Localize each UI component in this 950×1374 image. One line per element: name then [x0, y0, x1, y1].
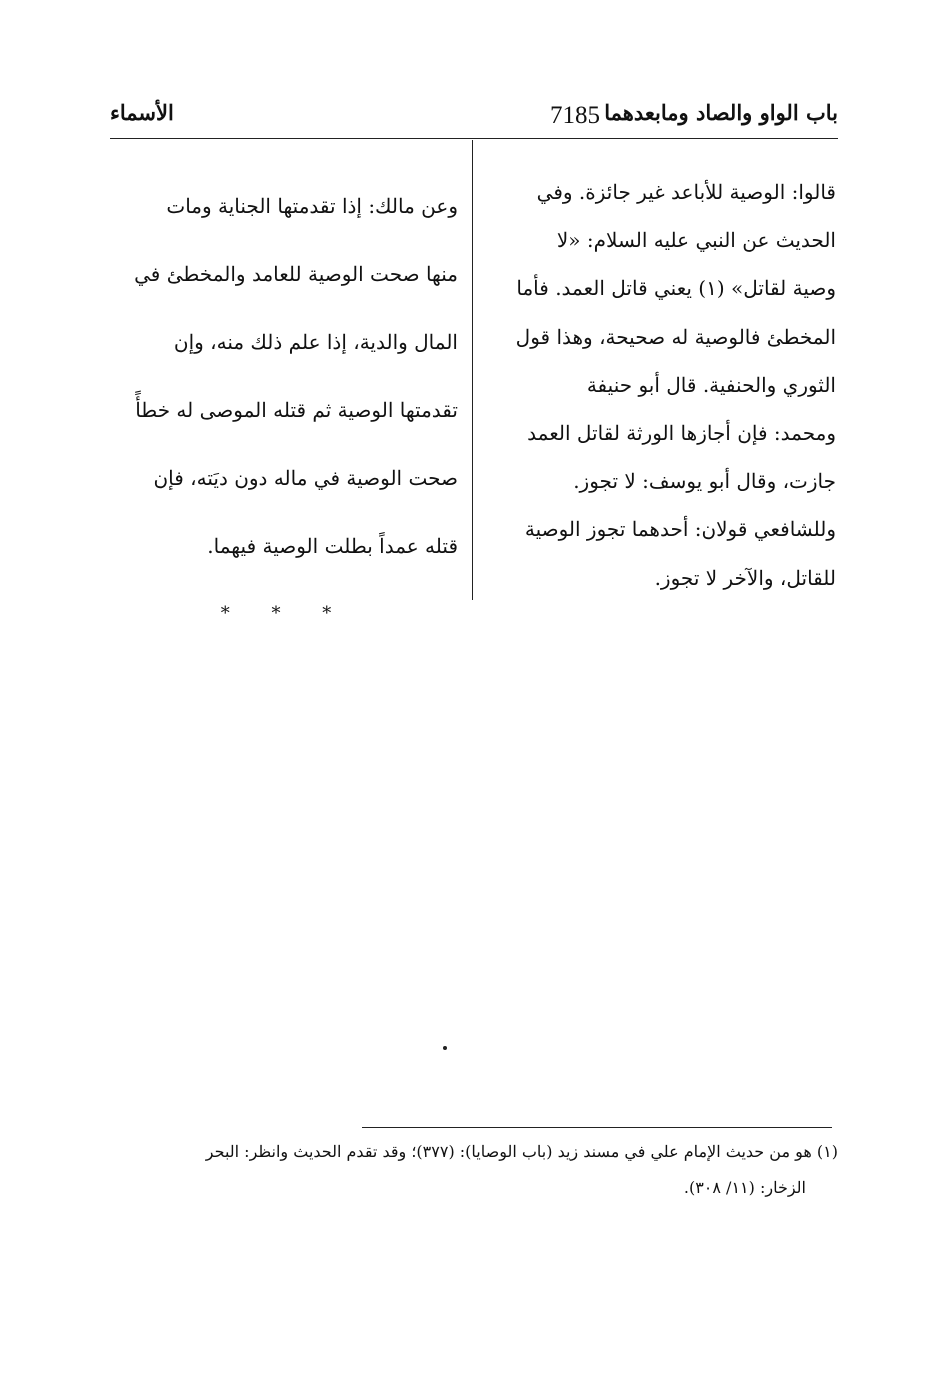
- running-header: [110, 100, 838, 136]
- section-title: الأسماء: [110, 100, 174, 125]
- chapter-title: باب الواو والصاد ومابعدهما: [604, 100, 838, 125]
- text-line: الحديث عن النبي عليه السلام: «لا: [556, 228, 836, 253]
- column-divider: [472, 140, 473, 600]
- header-rule: [110, 138, 838, 139]
- text-line: جازت، وقال أبو يوسف: لا تجوز.: [573, 469, 836, 494]
- text-line: وعن مالك: إذا تقدمتها الجناية ومات: [166, 194, 458, 218]
- text-line: للقاتل، والآخر لا تجوز.: [654, 565, 836, 590]
- stray-mark: [443, 1046, 447, 1050]
- text-line: وصية لقاتل» (١) يعني قاتل العمد. فأما: [516, 276, 836, 301]
- footnote-rule: [362, 1127, 832, 1128]
- text-line: المال والدية، إذا علم ذلك منه، وإن: [173, 330, 458, 354]
- footnote-line: (١) هو من حديث الإمام علي في مسند زيد (باب الوصايا): (٣٧٧)؛ وقد تقدم الحديث وانظر: البحر: [205, 1142, 838, 1161]
- section-separator: * * *: [220, 603, 350, 624]
- text-line: المخطئ فالوصية له صحيحة، وهذا قول: [515, 324, 836, 349]
- text-line: ومحمد: فإن أجازها الورثة لقاتل العمد: [527, 420, 836, 445]
- text-line: صحت الوصية في ماله دون ديَته، فإن: [153, 466, 458, 490]
- left-column: [112, 172, 458, 648]
- text-line: الثوري والحنفية. قال أبو حنيفة: [586, 372, 836, 397]
- text-line: وللشافعي قولان: أحدهما تجوز الوصية: [524, 517, 836, 542]
- page-number: 7185: [550, 102, 600, 129]
- text-line: منها صحت الوصية للعامد والمخطئ في: [134, 262, 458, 286]
- right-column: [486, 168, 836, 602]
- text-line: تقدمتها الوصية ثم قتله الموصى له خطأً: [135, 398, 458, 422]
- text-line: قالوا: الوصية للأباعد غير جائزة. وفي: [536, 180, 836, 204]
- text-line: قتله عمداً بطلت الوصية فيهما.: [207, 534, 458, 558]
- footnote-line: الزخار: (١١/ ٣٠٨).: [683, 1178, 806, 1197]
